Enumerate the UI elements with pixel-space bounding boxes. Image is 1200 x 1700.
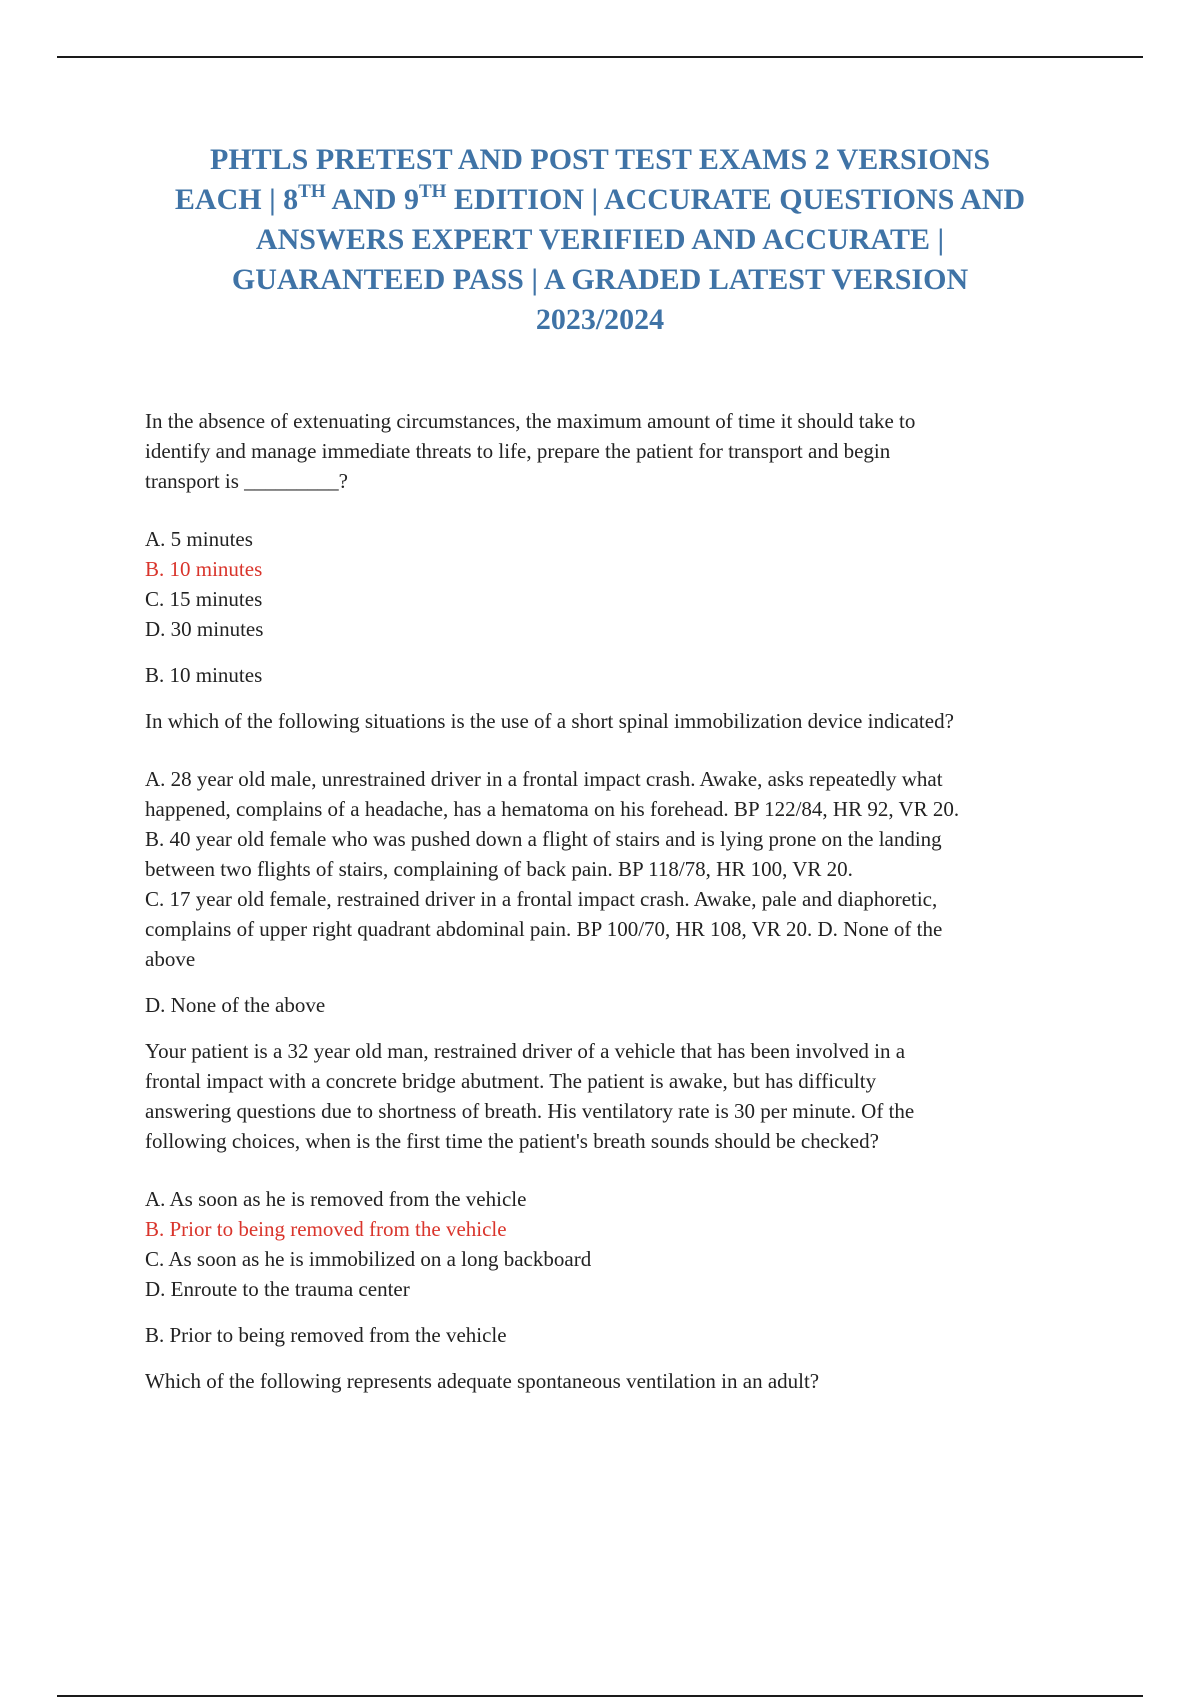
question-1-line-2: identify and manage immediate threats to life, prepare the patient for transport and begin [145,439,891,463]
title-sup-8th: TH [298,181,326,202]
question-1-answer: B. 10 minutes [145,663,263,687]
option-line: C. 17 year old female, restrained driver in a frontal impact crash. Awake, pale and diaphoretic, [145,887,938,911]
question-1 [145,406,1105,496]
question-4 [145,1366,1105,1396]
option-line: happened, complains of a headache, has a hematoma on his forehead. BP 122/84, HR 92, VR 20. [145,797,960,821]
option-a: A. 5 minutes [145,527,253,551]
footer-rule [57,1695,1143,1697]
option-c: C. As soon as he is immobilized on a long backboard [145,1247,592,1271]
option-b-correct: B. Prior to being removed from the vehicle [145,1217,507,1241]
question-4-line-1: Which of the following represents adequate spontaneous ventilation in an adult? [145,1369,820,1393]
option-line: between two flights of stairs, complaining of back pain. BP 118/78, HR 100, VR 20. [145,857,853,881]
title-line-5: 2023/2024 [535,303,665,336]
option-line: above [145,947,196,971]
question-2-options [145,764,1105,974]
option-line: A. 28 year old male, unrestrained driver in a frontal impact crash. Awake, asks repeatedly what [145,767,943,791]
question-1-line-3: transport is _________? [145,469,348,493]
option-d: D. 30 minutes [145,617,264,641]
title-line-1: PHTLS PRETEST AND POST TEST EXAMS 2 VERSIONS [210,143,990,176]
option-d: D. Enroute to the trauma center [145,1277,410,1301]
question-2-line-1: In which of the following situations is the use of a short spinal immobilization device indicated? [145,709,954,733]
title-line-2b: AND 9 [325,183,419,216]
header-rule [57,56,1143,58]
question-3 [145,1036,1105,1156]
document-title [130,140,1070,340]
option-c: C. 15 minutes [145,587,263,611]
option-b-correct: B. 10 minutes [145,557,263,581]
option-line: B. 40 year old female who was pushed down a flight of stairs and is lying prone on the landing [145,827,942,851]
document-body [145,406,1105,1396]
question-3-line-1: Your patient is a 32 year old man, restrained driver of a vehicle that has been involved in a [145,1039,906,1063]
question-1-options [145,524,1105,644]
title-line-2c: EDITION | ACCURATE QUESTIONS AND [446,183,1026,216]
title-line-3: ANSWERS EXPERT VERIFIED AND ACCURATE | [255,223,945,256]
question-3-answer: B. Prior to being removed from the vehicle [145,1323,507,1347]
question-1-line-1: In the absence of extenuating circumstances, the maximum amount of time it should take to [145,409,916,433]
question-3-line-3: answering questions due to shortness of breath. His ventilatory rate is 30 per minute. Of the [145,1099,915,1123]
question-3-line-4: following choices, when is the first time the patient's breath sounds should be checked? [145,1129,879,1153]
option-a: A. As soon as he is removed from the vehicle [145,1187,527,1211]
title-sup-9th: TH [418,181,447,202]
question-2-answer: D. None of the above [145,993,326,1017]
title-line-2a: EACH | 8 [174,183,299,216]
question-3-options [145,1184,1105,1304]
title-line-4: GUARANTEED PASS | A GRADED LATEST VERSION [231,263,969,296]
question-2 [145,706,1105,736]
option-line: complains of upper right quadrant abdominal pain. BP 100/70, HR 108, VR 20. D. None of the [145,917,943,941]
question-3-line-2: frontal impact with a concrete bridge abutment. The patient is awake, but has difficulty [145,1069,877,1093]
